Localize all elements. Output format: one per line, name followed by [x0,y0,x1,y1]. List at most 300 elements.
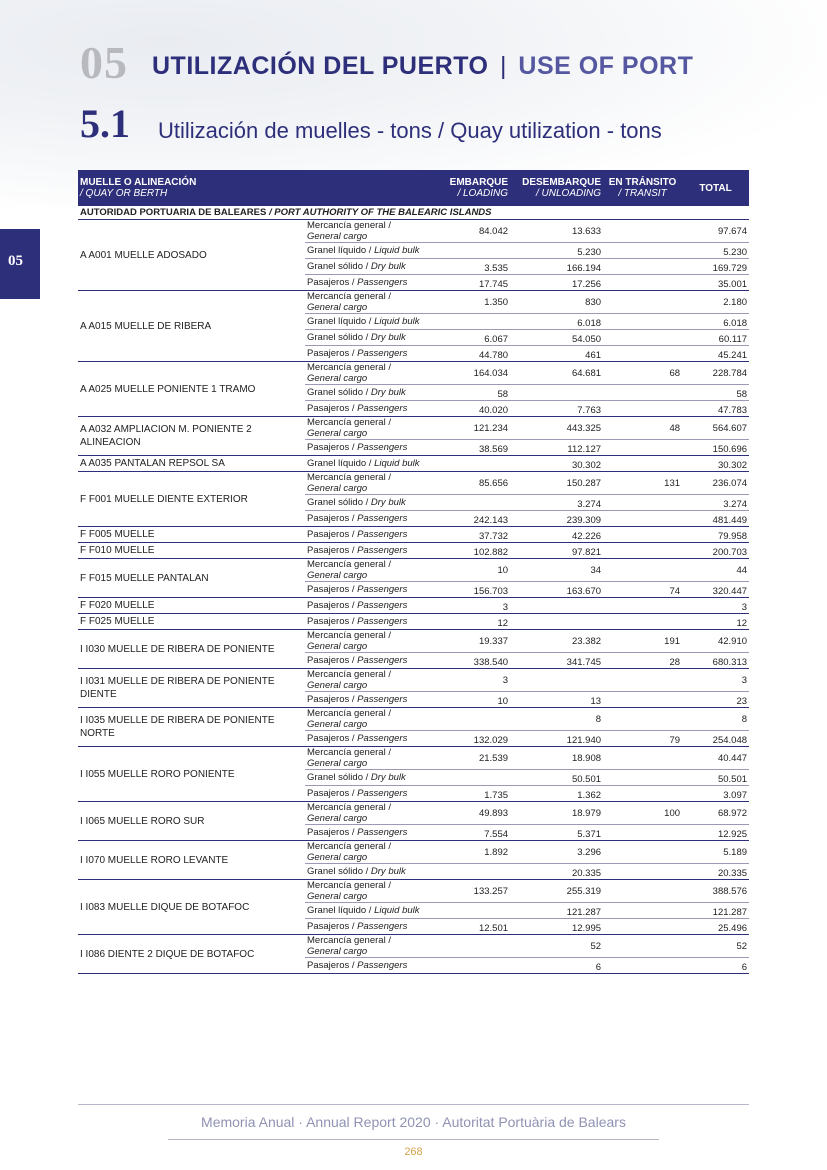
cargo-type-es: Granel líquido / [307,458,372,469]
berth-name: I I030 MUELLE DE RIBERA DE PONIENTE [78,630,305,669]
cargo-type [305,275,444,291]
berth-name: I I070 MUELLE RORO LEVANTE [78,841,305,880]
cell-unloading: 50.501 [510,770,603,786]
cell-transit [603,346,682,362]
cell-total: 30.302 [682,456,749,472]
cell-loading: 3 [444,669,510,692]
cell-total: 68.972 [682,802,749,825]
cell-total: 236.074 [682,472,749,495]
cargo-type-es: Mercancía general / [307,559,391,570]
cell-loading [444,314,510,330]
cargo-type-es: Mercancía general / [307,880,391,891]
cell-unloading: 6 [510,958,603,974]
cargo-type [305,708,444,731]
cell-total: 58 [682,385,749,401]
cargo-type-es: Granel sólido / [307,261,369,272]
cell-unloading: 18.908 [510,747,603,770]
cargo-type [305,802,444,825]
cargo-type-en: Passengers [357,529,408,540]
cell-total: 50.501 [682,770,749,786]
cell-unloading: 112.127 [510,440,603,456]
cargo-type [305,903,444,919]
cargo-type-en: Passengers [357,827,408,838]
cargo-type-en: General cargo [307,373,368,384]
cell-total: 680.313 [682,653,749,669]
cell-unloading: 12.995 [510,919,603,935]
cargo-type-es: Mercancía general / [307,669,391,680]
cell-total: 5.189 [682,841,749,864]
chapter-number: 05 [80,37,128,88]
cell-transit: 191 [603,630,682,653]
cell-loading: 10 [444,559,510,582]
chapter-title-en: USE OF PORT [518,52,694,80]
table-row [78,456,749,472]
cargo-type-es: Mercancía general / [307,362,391,373]
berth-name: F F010 MUELLE [78,543,305,559]
cell-unloading: 239.309 [510,511,603,527]
cargo-type-en: Dry bulk [370,332,406,343]
cell-total: 388.576 [682,880,749,903]
cargo-type-es: Mercancía general / [307,841,391,852]
cargo-type [305,598,444,614]
cell-unloading: 341.745 [510,653,603,669]
cargo-type-en: General cargo [307,231,368,242]
table-row [78,598,749,614]
chapter-title-es: UTILIZACIÓN DEL PUERTO [152,52,489,80]
cell-loading: 102.882 [444,543,510,559]
cell-loading: 3 [444,598,510,614]
cell-transit [603,825,682,841]
cargo-type-en: Passengers [357,442,408,453]
cell-total: 254.048 [682,731,749,747]
cargo-type [305,511,444,527]
side-tab-label: 05 [8,253,23,269]
cargo-type-es: Pasajeros / [307,616,355,627]
cell-loading [444,903,510,919]
cargo-type-en: General cargo [307,946,368,957]
cargo-type-en: Liquid bulk [374,245,420,256]
cell-total: 6 [682,958,749,974]
cell-loading: 121.234 [444,417,510,440]
cargo-type [305,527,444,543]
cell-loading: 44.780 [444,346,510,362]
cargo-type [305,582,444,598]
cargo-type-en: General cargo [307,680,368,691]
berth-name: F F005 MUELLE [78,527,305,543]
cargo-type-en: General cargo [307,813,368,824]
cell-total: 40.447 [682,747,749,770]
cell-loading: 156.703 [444,582,510,598]
cell-transit: 79 [603,731,682,747]
cargo-type-es: Pasajeros / [307,348,355,359]
cell-total: 52 [682,935,749,958]
cell-unloading: 5.230 [510,243,603,259]
cell-loading: 164.034 [444,362,510,385]
cargo-type-es: Mercancía general / [307,747,391,758]
cell-unloading [510,614,603,630]
cargo-type-en: General cargo [307,641,368,652]
cell-total: 200.703 [682,543,749,559]
cell-unloading: 20.335 [510,864,603,880]
cargo-type-es: Pasajeros / [307,921,355,932]
cell-transit: 28 [603,653,682,669]
cell-total: 320.447 [682,582,749,598]
cell-transit [603,770,682,786]
cargo-type [305,747,444,770]
berth-name: I I031 MUELLE DE RIBERA DE PONIENTE DIENTE [78,669,305,708]
cargo-type [305,841,444,864]
chapter-title-separator: | [499,52,507,80]
table-row [78,630,749,653]
cell-total: 3.097 [682,786,749,802]
cargo-type [305,630,444,653]
cell-loading: 133.257 [444,880,510,903]
cell-transit: 68 [603,362,682,385]
cargo-type-en: General cargo [307,570,368,581]
cell-unloading: 1.362 [510,786,603,802]
cargo-type [305,243,444,259]
cell-loading: 242.143 [444,511,510,527]
cell-transit [603,314,682,330]
cargo-type [305,786,444,802]
cell-loading: 132.029 [444,731,510,747]
cargo-type-es: Mercancía general / [307,220,391,231]
cargo-type-en: Passengers [357,733,408,744]
table-row [78,472,749,495]
cell-loading: 3.535 [444,259,510,275]
cargo-type-es: Mercancía general / [307,291,391,302]
cargo-type [305,495,444,511]
section-number: 5.1 [80,101,130,146]
cell-total: 5.230 [682,243,749,259]
cargo-type [305,935,444,958]
cell-transit [603,511,682,527]
cell-loading: 7.554 [444,825,510,841]
cargo-type [305,220,444,243]
cargo-type-en: Passengers [357,545,408,556]
berth-name: A A001 MUELLE ADOSADO [78,220,305,291]
cargo-type-en: General cargo [307,483,368,494]
cargo-type [305,825,444,841]
cell-transit [603,259,682,275]
table-row [78,527,749,543]
cell-transit [603,958,682,974]
cell-unloading: 3.274 [510,495,603,511]
cell-loading: 21.539 [444,747,510,770]
cell-total: 97.674 [682,220,749,243]
cell-unloading: 23.382 [510,630,603,653]
col-header-total: TOTAL [682,170,749,206]
cargo-type-en: Liquid bulk [374,905,420,916]
cargo-type [305,401,444,417]
cell-transit [603,495,682,511]
cell-unloading: 255.319 [510,880,603,903]
cell-total: 2.180 [682,291,749,314]
cargo-type-es: Pasajeros / [307,960,355,971]
table-row [78,747,749,770]
cargo-type [305,385,444,401]
cargo-type-es: Pasajeros / [307,442,355,453]
berth-name: I I065 MUELLE RORO SUR [78,802,305,841]
cargo-type-en: Dry bulk [370,261,406,272]
cargo-type [305,958,444,974]
footer-divider [78,1104,749,1105]
cell-total: 42.910 [682,630,749,653]
cell-unloading: 13 [510,692,603,708]
cell-unloading [510,669,603,692]
cargo-type-en: Passengers [357,616,408,627]
cell-transit [603,401,682,417]
table-row [78,559,749,582]
cell-loading: 49.893 [444,802,510,825]
cell-unloading: 42.226 [510,527,603,543]
cell-unloading: 17.256 [510,275,603,291]
cell-transit [603,935,682,958]
cell-unloading: 7.763 [510,401,603,417]
cargo-type-en: Liquid bulk [374,458,420,469]
cell-transit: 74 [603,582,682,598]
cargo-type-es: Mercancía general / [307,708,391,719]
cell-unloading [510,598,603,614]
cell-unloading: 443.325 [510,417,603,440]
cell-total: 47.783 [682,401,749,417]
cell-loading [444,958,510,974]
cargo-type-es: Mercancía general / [307,630,391,641]
cell-transit: 48 [603,417,682,440]
footer-underline [168,1139,659,1140]
cell-total: 45.241 [682,346,749,362]
cell-unloading: 830 [510,291,603,314]
cell-unloading: 121.940 [510,731,603,747]
berth-name: I I083 MUELLE DIQUE DE BOTAFOC [78,880,305,935]
cell-loading [444,708,510,731]
cell-total: 79.958 [682,527,749,543]
cargo-type-en: Passengers [357,403,408,414]
cell-unloading: 3.296 [510,841,603,864]
table-row [78,614,749,630]
cell-transit: 100 [603,802,682,825]
cell-total: 35.001 [682,275,749,291]
cargo-type [305,880,444,903]
cell-transit [603,291,682,314]
col-header-unloading: DESEMBARQUE / UNLOADING [510,170,603,206]
cargo-type-en: General cargo [307,852,368,863]
quay-utilization-table [78,170,749,974]
cell-unloading: 18.979 [510,802,603,825]
cell-unloading: 163.670 [510,582,603,598]
cell-transit [603,440,682,456]
cargo-type-en: General cargo [307,302,368,313]
cargo-type-es: Pasajeros / [307,545,355,556]
footer-text: Memoria Anual · Annual Report 2020 · Autoritat Portuària de Balears [201,1114,626,1130]
cargo-type-es: Pasajeros / [307,529,355,540]
cargo-type-en: General cargo [307,758,368,769]
cargo-type-en: Dry bulk [370,497,406,508]
cargo-type [305,543,444,559]
cargo-type-es: Pasajeros / [307,513,355,524]
cargo-type-en: General cargo [307,891,368,902]
cell-loading: 19.337 [444,630,510,653]
cell-loading: 10 [444,692,510,708]
cell-total: 44 [682,559,749,582]
cargo-type [305,440,444,456]
cargo-type-en: Passengers [357,584,408,595]
cell-transit [603,243,682,259]
cargo-type-en: Passengers [357,348,408,359]
cargo-type-es: Pasajeros / [307,827,355,838]
cargo-type-en: Passengers [357,600,408,611]
cell-transit [603,841,682,864]
cargo-type [305,362,444,385]
cargo-type [305,291,444,314]
cargo-type-en: Dry bulk [370,866,406,877]
cell-transit [603,559,682,582]
berth-name: A A035 PANTALAN REPSOL SA [78,456,305,472]
cargo-type-es: Granel sólido / [307,387,369,398]
cargo-type-es: Granel sólido / [307,497,369,508]
cargo-type-es: Pasajeros / [307,733,355,744]
cargo-type-en: Passengers [357,655,408,666]
cell-loading [444,243,510,259]
cargo-type-es: Granel sólido / [307,332,369,343]
cell-transit [603,220,682,243]
table-header-row [78,170,749,206]
cargo-type [305,472,444,495]
cell-total: 481.449 [682,511,749,527]
cell-unloading [510,385,603,401]
cargo-type [305,770,444,786]
cell-loading [444,864,510,880]
table-row [78,802,749,825]
cargo-type-es: Granel sólido / [307,866,369,877]
cell-unloading: 6.018 [510,314,603,330]
cargo-type [305,731,444,747]
cargo-type-en: Passengers [357,694,408,705]
table-row [78,417,749,440]
cargo-type-es: Mercancía general / [307,417,391,428]
berth-name: I I086 DIENTE 2 DIQUE DE BOTAFOC [78,935,305,974]
cell-total: 8 [682,708,749,731]
table-row [78,362,749,385]
berth-name: A A015 MUELLE DE RIBERA [78,291,305,362]
cell-transit [603,330,682,346]
cargo-type-en: Passengers [357,788,408,799]
cell-loading: 12 [444,614,510,630]
table-row [78,708,749,731]
cell-loading: 338.540 [444,653,510,669]
cell-transit [603,786,682,802]
berth-name: A A025 MUELLE PONIENTE 1 TRAMO [78,362,305,417]
cargo-type-en: General cargo [307,428,368,439]
cell-transit [603,275,682,291]
cell-transit [603,385,682,401]
chapter-title [152,52,693,81]
cargo-type-en: General cargo [307,719,368,730]
cell-transit [603,527,682,543]
cargo-type-es: Mercancía general / [307,472,391,483]
table-row [78,543,749,559]
cargo-type-es: Pasajeros / [307,655,355,666]
berth-name: F F001 MUELLE DIENTE EXTERIOR [78,472,305,527]
cargo-type [305,346,444,362]
cell-transit [603,864,682,880]
table-row [78,291,749,314]
cell-total: 564.607 [682,417,749,440]
cell-unloading: 52 [510,935,603,958]
cell-unloading: 150.287 [510,472,603,495]
cell-loading: 6.067 [444,330,510,346]
cell-total: 3 [682,598,749,614]
cargo-type-es: Mercancía general / [307,802,391,813]
cell-loading: 58 [444,385,510,401]
cargo-type-es: Pasajeros / [307,788,355,799]
cargo-type-es: Granel líquido / [307,245,372,256]
cargo-type [305,614,444,630]
table-row [78,669,749,692]
cell-loading: 85.656 [444,472,510,495]
table-row [78,935,749,958]
cargo-type-es: Pasajeros / [307,694,355,705]
cell-loading [444,770,510,786]
page-number: 268 [404,1146,423,1158]
cell-loading: 1.735 [444,786,510,802]
cell-loading: 12.501 [444,919,510,935]
cargo-type [305,919,444,935]
cargo-type [305,314,444,330]
cargo-type [305,864,444,880]
cell-total: 25.496 [682,919,749,935]
cell-loading: 17.745 [444,275,510,291]
cell-loading [444,456,510,472]
cell-total: 3 [682,669,749,692]
cell-transit [603,598,682,614]
cargo-type-en: Liquid bulk [374,316,420,327]
authority-label: AUTORIDAD PORTUARIA DE BALEARES / PORT AUTHORITY OF THE BALEARIC ISLANDS [78,206,749,220]
cargo-type-en: Dry bulk [370,772,406,783]
berth-name: F F025 MUELLE [78,614,305,630]
cargo-type-es: Granel líquido / [307,316,372,327]
cell-unloading: 13.633 [510,220,603,243]
table-row [78,841,749,864]
cell-loading: 40.020 [444,401,510,417]
cell-unloading: 30.302 [510,456,603,472]
cell-loading: 38.569 [444,440,510,456]
cargo-type [305,456,444,472]
authority-row [78,206,749,220]
cell-transit [603,919,682,935]
cell-total: 6.018 [682,314,749,330]
cargo-type [305,559,444,582]
col-header-berth: MUELLE O ALINEACIÓN / QUAY OR BERTH [78,170,444,206]
cell-unloading: 54.050 [510,330,603,346]
cell-total: 228.784 [682,362,749,385]
cell-unloading: 97.821 [510,543,603,559]
cargo-type [305,330,444,346]
cargo-type [305,259,444,275]
cargo-type-es: Pasajeros / [307,277,355,288]
cell-transit [603,614,682,630]
cargo-type-es: Mercancía general / [307,935,391,946]
cell-total: 60.117 [682,330,749,346]
chapter-side-tab [0,229,40,299]
cell-total: 169.729 [682,259,749,275]
cell-total: 20.335 [682,864,749,880]
cell-transit [603,747,682,770]
cell-transit [603,880,682,903]
berth-name: F F015 MUELLE PANTALAN [78,559,305,598]
cell-transit: 131 [603,472,682,495]
col-header-transit: EN TRÁNSITO / TRANSIT [603,170,682,206]
